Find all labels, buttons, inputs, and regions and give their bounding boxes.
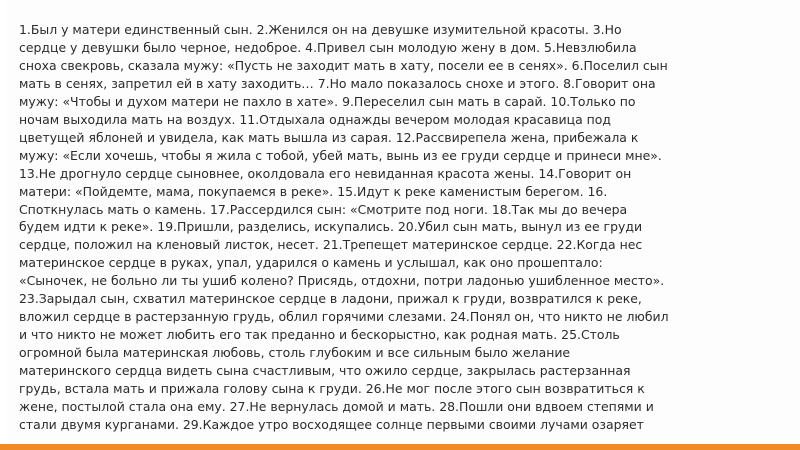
text-line: сноха свекровь, сказала мужу: «Пусть не заходит мать в хату, посели ее в сенях». 6.Поселил сын xyxy=(19,57,668,73)
text-line: 23.Зарыдал сын, схватил материнское сердце в ладони, прижал к груди, возвратился к реке, xyxy=(19,291,642,307)
text-line: «Сыночек, не больно ли ты ушиб колено? Присядь, отдохни, потри ладонью ушибленное место». xyxy=(19,273,665,289)
text-line: матери: «Пойдемте, мама, покупаемся в реке». 15.Идут к реке каменистым берегом. 16. xyxy=(19,183,608,199)
text-line: материнское сердце в руках, упал, ударился о камень и услышал, как оно прошептало: xyxy=(19,255,603,271)
text-line: огромной была материнская любовь, столь глубоким и все сильным было желание xyxy=(19,345,571,361)
accent-bar xyxy=(0,444,800,450)
story-text xyxy=(19,21,779,434)
text-line: мать в сенях, запретил ей в хату заходить… 7.Но мало показалось снохе и этого. 8.Говорит она xyxy=(19,75,656,91)
text-line: мужу: «Чтобы и духом матери не пахло в хате». 9.Переселил сын мать в сарай. 10.Только по xyxy=(19,93,636,109)
text-line: 13.Не дрогнуло сердце сыновнее, околдовала его невиданная красота жены. 14.Говорит он xyxy=(19,165,632,181)
text-line: стали двумя курганами. 29.Каждое утро восходящее солнце первыми своими лучами озаряет xyxy=(19,416,644,432)
text-line: вложил сердце в растерзанную грудь, облил горячими слезами. 24.Понял он, что никто не любил xyxy=(19,309,669,325)
text-line: и что никто не может любить его так преданно и бескорыстно, как родная мать. 25.Столь xyxy=(19,327,620,343)
text-line: цветущей яблоней и увидела, как мать вышла из сарая. 12.Рассвирепела жена, прибежала к xyxy=(19,129,639,145)
text-line: мужу: «Если хочешь, чтобы я жила с тобой, убей мать, вынь из ее груди сердце и принеси мне». xyxy=(19,147,662,163)
text-line: сердце, положил на кленовый листок, несет. 21.Трепещет материнское сердце. 22.Когда нес xyxy=(19,237,643,253)
text-line: Споткнулась мать о камень. 17.Рассердился сын: «Смотрите под ноги. 18.Так мы до вечера xyxy=(19,201,628,217)
text-line: 1.Был у матери единственный сын. 2.Женился он на девушке изумительной красоты. 3.Но xyxy=(19,22,622,37)
slide-left-edge xyxy=(0,0,6,450)
text-line: жене, постылой стала она ему. 27.Не вернулась домой и мать. 28.Пошли они вдвоем степями и xyxy=(19,399,654,415)
text-line: будем идти к реке». 19.Пришли, разделись, искупались. 20.Убил сын мать, вынул из ее груди xyxy=(19,219,643,235)
text-line: материнского сердца видеть сына счастливым, что ожило сердце, закрылась растерзанная xyxy=(19,363,631,379)
text-line: сердце у девушки было черное, недоброе. 4.Привел сын молодую жену в дом. 5.Невзлюбила xyxy=(19,39,637,55)
text-line: грудь, встала мать и прижала голову сына к груди. 26.Не мог после этого сын возвратиться к xyxy=(19,381,645,397)
text-line: ночам выходила мать на воздух. 11.Отдыхала однажды вечером молодая красавица под xyxy=(19,111,611,127)
